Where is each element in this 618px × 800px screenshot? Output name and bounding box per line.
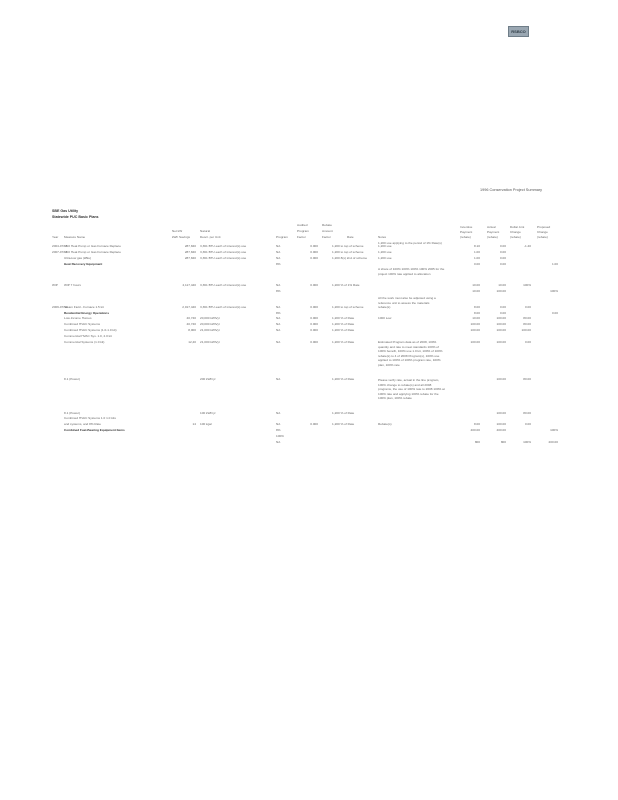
cell-c3: 100.00: [521, 328, 531, 332]
cell-program: NA: [276, 328, 281, 332]
cell-c1: 10.00: [472, 316, 480, 320]
col-rebate-l1: Rebate: [322, 223, 332, 227]
cell-c3: 0.00: [524, 340, 531, 344]
cell-audited: 0.000: [310, 340, 318, 344]
cell-measure: Low-Income Homes: [64, 316, 92, 320]
cell-measure: Ultra-low gas (kBtu): [64, 256, 92, 260]
cell-c1: 800: [474, 440, 480, 444]
cell-nat: 3,361 BTU each of interest(s) use: [200, 305, 247, 309]
cell-c2: 100.00: [496, 289, 506, 293]
utility-name: SBE Gas Utility: [52, 209, 79, 213]
cell-c3: -1.40: [523, 244, 531, 248]
cell-measure: Combined HVAC Systems 1.0 1.0 kits: [64, 416, 116, 420]
cell-program: NA: [276, 440, 281, 444]
cell-program: NA: [276, 244, 281, 248]
cell-program: NA: [276, 283, 281, 287]
cell-measure: Residential Energy Operations: [64, 311, 110, 315]
col-c3-l1: Dollar Amt: [510, 225, 525, 229]
cell-program: 8%: [276, 262, 281, 266]
col-nat-l1: Natural: [200, 229, 210, 233]
cell-kwh: 2,117,440: [182, 283, 196, 287]
cell-rebate: 1,200 to top of scheme: [332, 305, 364, 309]
cell-c4: 0.00: [551, 311, 558, 315]
cell-program: NA: [276, 340, 281, 344]
report-title: 1996 Conservation Project Summary: [480, 188, 543, 192]
cell-year: 2009-07/12: [52, 305, 68, 309]
col-c4-l3: (rebate): [537, 235, 548, 239]
cell-measure: Commercial Systems (1.0 kit): [64, 340, 105, 344]
note-5: Please verify rate, actual in the line program, 100% change to rebate(s) and all 2008 programs, the use of 100% rate to 2008 100% at 100% rate and applying 100% rebate for the 100% plan, 100% rebate: [378, 378, 445, 401]
cell-program: NA: [276, 411, 281, 415]
col-audited-l2: Program: [297, 229, 309, 233]
cell-kwh: 8,000: [188, 328, 196, 332]
cell-c2: 100.00: [496, 328, 506, 332]
col-notes: Notes: [378, 235, 387, 239]
cell-c1: 1.00: [473, 256, 480, 260]
cell-c3: 0.00: [524, 305, 531, 309]
cell-program: 8%: [276, 289, 281, 293]
cell-rate: 1,200 use: [378, 244, 392, 248]
cell-nat: 3,361 BTU each of interest(s) use: [200, 256, 247, 260]
cell-kwh: 287,840: [184, 256, 196, 260]
note-3: All the work must also be adjusted using a reference unit to assess the materials: [378, 296, 436, 305]
cell-year: WIP: [52, 283, 58, 287]
cell-c1: 100.00: [470, 340, 480, 344]
cell-rate: 1000 Low: [378, 316, 392, 320]
cell-c2: 100.00: [496, 340, 506, 344]
col-rebate-l3: Factor: [322, 235, 331, 239]
col-kwh: kWh Savings: [172, 235, 191, 239]
cell-audited: 0.000: [310, 283, 318, 287]
cell-measure: Combined HVAC Systems: [64, 322, 101, 326]
cell-c1: 8.00: [473, 305, 480, 309]
col-audited-l3: Factor: [297, 235, 306, 239]
cell-program: NA: [276, 250, 281, 254]
cell-c4: 100%: [550, 428, 558, 432]
cell-rebate: 1,200 to top of scheme: [332, 244, 364, 248]
cell-c4: 200.00: [548, 440, 558, 444]
cell-rebate: 1,200 % of Rate: [332, 328, 355, 332]
cell-measure: Combined HVAC Systems (1.0-1.0 kit): [64, 328, 117, 332]
cell-kwh: 14: [192, 422, 196, 426]
cell-program: 100%: [276, 434, 284, 438]
company-logo: [508, 26, 529, 37]
cell-c1: 100.00: [470, 322, 480, 326]
cell-c3: 80.00: [523, 322, 531, 326]
cell-audited: 0.000: [310, 250, 318, 254]
cell-kwh: 287,840: [184, 244, 196, 248]
col-rebate-l2: Amount: [322, 229, 333, 233]
cell-c3: 100%: [523, 283, 531, 287]
cell-rebate: 1,200 to top of scheme: [332, 250, 364, 254]
cell-c1: 0.00: [473, 262, 480, 266]
col-c3-l2: Change: [510, 230, 521, 234]
col-c4-l1: Proposed: [537, 225, 551, 229]
cell-program: NA: [276, 316, 281, 320]
cell-program: NA: [276, 322, 281, 326]
cell-kwh: 40,740: [186, 316, 196, 320]
cell-c2: 100.00: [496, 377, 506, 381]
cell-nat: 21,000 kWh/yr: [200, 340, 220, 344]
cell-nat: 20,000 kWh/yr: [200, 316, 220, 320]
col-c1-l2: Payment: [460, 230, 473, 234]
cell-rate: Rebate(s): [378, 422, 392, 426]
cell-c1: 8.00: [473, 422, 480, 426]
col-measure: Measure Name: [64, 235, 86, 239]
cell-program: 8%: [276, 311, 281, 315]
cell-c1: 8.00: [473, 311, 480, 315]
cell-rebate: 1,200 % of Rate: [332, 411, 355, 415]
cell-c1: 10.00: [472, 283, 480, 287]
cell-program: 8%: [276, 428, 281, 432]
logo-text: RSBCO: [511, 29, 526, 34]
cell-c2: 0.00: [499, 256, 506, 260]
cell-measure: WIP 7 hours: [64, 283, 81, 287]
cell-audited: 0.000: [310, 322, 318, 326]
col-rate: Rate: [347, 235, 354, 239]
cell-c3: 80.00: [523, 411, 531, 415]
col-program: Program: [276, 235, 288, 239]
cell-nat: 3,361 BTU each of interest(s) use: [200, 244, 247, 248]
cell-rate: rebate(s): [378, 305, 391, 309]
cell-measure: Steam Field - Furnace 1.5 kit: [64, 305, 104, 309]
table-row: [0, 289, 618, 295]
cell-c4: 100%: [550, 289, 558, 293]
cell-nat: 200 kWh/yr: [200, 377, 216, 381]
table-row: [0, 440, 618, 446]
cell-c2: 0.00: [499, 250, 506, 254]
table-row: [0, 340, 618, 346]
table-row: [0, 377, 618, 383]
cell-c1: 400.00: [470, 428, 480, 432]
report-subtitle: Statewide PUC Basic Plans: [52, 215, 99, 219]
col-c1-l3: (rebate): [460, 235, 471, 239]
table-row: [0, 262, 618, 268]
cell-kwh: 287,840: [184, 250, 196, 254]
cell-kwh: 40,740: [186, 322, 196, 326]
col-c1-l1: Incentive: [460, 225, 473, 229]
cell-nat: 100 kWh/yr: [200, 411, 216, 415]
col-year: Year: [52, 235, 59, 239]
col-c3-l3: (rebate): [510, 235, 521, 239]
cell-rebate: 1,200 % of Rate: [332, 377, 355, 381]
cell-rebate: 1,200 % of Rate: [332, 316, 355, 320]
cell-program: NA: [276, 422, 281, 426]
cell-program: NA: [276, 377, 281, 381]
cell-c4: 1.00: [551, 262, 558, 266]
cell-rebate: 1,200 % of Rate: [332, 322, 355, 326]
cell-nat: 20,000 kWh/yr: [200, 322, 220, 326]
cell-c2: 10.00: [498, 283, 506, 287]
cell-nat: 3,361 BTU each of interest(s) use: [200, 250, 247, 254]
cell-measure: Commercial HVAC Sys. 1.0, 2.0 kit: [64, 334, 112, 338]
cell-c2: 0.00: [499, 311, 506, 315]
note-4: Estimated Program data as of 2008, 100% quantity and rate to meet standards 100% of 100% benefit, 100% use 1.0 kit, 100% of 100% rebate(s) to 4 of 2008 Program(s), 100% use applied to 100% of 100% program rate, 100% plan, 100% rate: [378, 340, 443, 367]
cell-audited: 0.000: [310, 305, 318, 309]
cell-audited: 0.000: [310, 422, 318, 426]
col-c2-l3: (rebate): [487, 235, 498, 239]
cell-c2: 100.00: [496, 422, 506, 426]
cell-rebate: 1,200 % of Rate: [332, 340, 355, 344]
cell-kwh: 2,017,440: [182, 305, 196, 309]
cell-program: NA: [276, 305, 281, 309]
cell-audited: 0.000: [310, 256, 318, 260]
col-c2-l1: Actual: [487, 225, 496, 229]
cell-c1: 100.00: [470, 328, 480, 332]
cell-measure: 8.1 (Power): [64, 377, 80, 381]
cell-year: 2004-07/10: [52, 244, 68, 248]
cell-audited: 0.000: [310, 316, 318, 320]
cell-c1: 8.10: [473, 244, 480, 248]
cell-c3: 80.00: [523, 377, 531, 381]
cell-c2: 100.00: [496, 316, 506, 320]
col-c2-l2: Payment: [487, 230, 500, 234]
cell-c1: 1.00: [473, 250, 480, 254]
cell-rebate: 1,200 % of Rate: [332, 422, 355, 426]
cell-c3: 100%: [523, 440, 531, 444]
col-audited-l1: Audited: [297, 223, 308, 227]
cell-c1: 10.00: [472, 289, 480, 293]
cell-rebate: 1,200 % of 1% Rate: [332, 283, 360, 287]
cell-c2: 100.00: [496, 322, 506, 326]
cell-nat: 3,361 BTU each of interest(s) use: [200, 283, 247, 287]
cell-measure: 15.0 Heat Pump or Gas Furnace Replace: [64, 244, 121, 248]
cell-nat: 100 kgal: [200, 422, 212, 426]
cell-rebate: 1,200 8(s) 2nd of scheme: [332, 256, 368, 260]
col-c4-l2: Change: [537, 230, 548, 234]
cell-program: NA: [276, 256, 281, 260]
cell-c2: 0.00: [499, 305, 506, 309]
cell-measure: and systems, and 8% Rate: [64, 422, 101, 426]
cell-audited: 0.000: [310, 328, 318, 332]
cell-year: 2007-07/12: [52, 250, 68, 254]
cell-c2: 400.00: [496, 428, 506, 432]
cell-nat: 21,000 kWh/yr: [200, 328, 220, 332]
cell-c2: 0.00: [499, 262, 506, 266]
cell-c2: 800: [500, 440, 506, 444]
cell-measure: Heat Recovery Equipment: [64, 262, 103, 266]
cell-rate: 1,200 use: [378, 256, 392, 260]
note-1: 1,200 use applying to the period of 1% Rate(s): [378, 241, 442, 245]
cell-measure: 8.1 (Power): [64, 411, 80, 415]
cell-measure: 15.0 Heat Pump or Gas Furnace Replace: [64, 250, 121, 254]
note-2: A share of 100% 100% 100% 100% 2005 for the project 100% rate applied to allocation: [378, 267, 445, 276]
cell-measure: Combined Fuel-Bearing Equipment Items: [64, 428, 125, 432]
cell-c2: 100.00: [496, 411, 506, 415]
cell-c2: 0.00: [499, 244, 506, 248]
cell-kwh: 12,40: [188, 340, 196, 344]
cell-rate: 1,200 use: [378, 250, 392, 254]
cell-c3: 80.00: [523, 316, 531, 320]
col-pnumber-l1: Net kW: [172, 229, 183, 233]
cell-audited: 0.000: [310, 244, 318, 248]
col-nat-l2: Descr. per Unit: [200, 235, 221, 239]
cell-c3: 0.00: [524, 422, 531, 426]
